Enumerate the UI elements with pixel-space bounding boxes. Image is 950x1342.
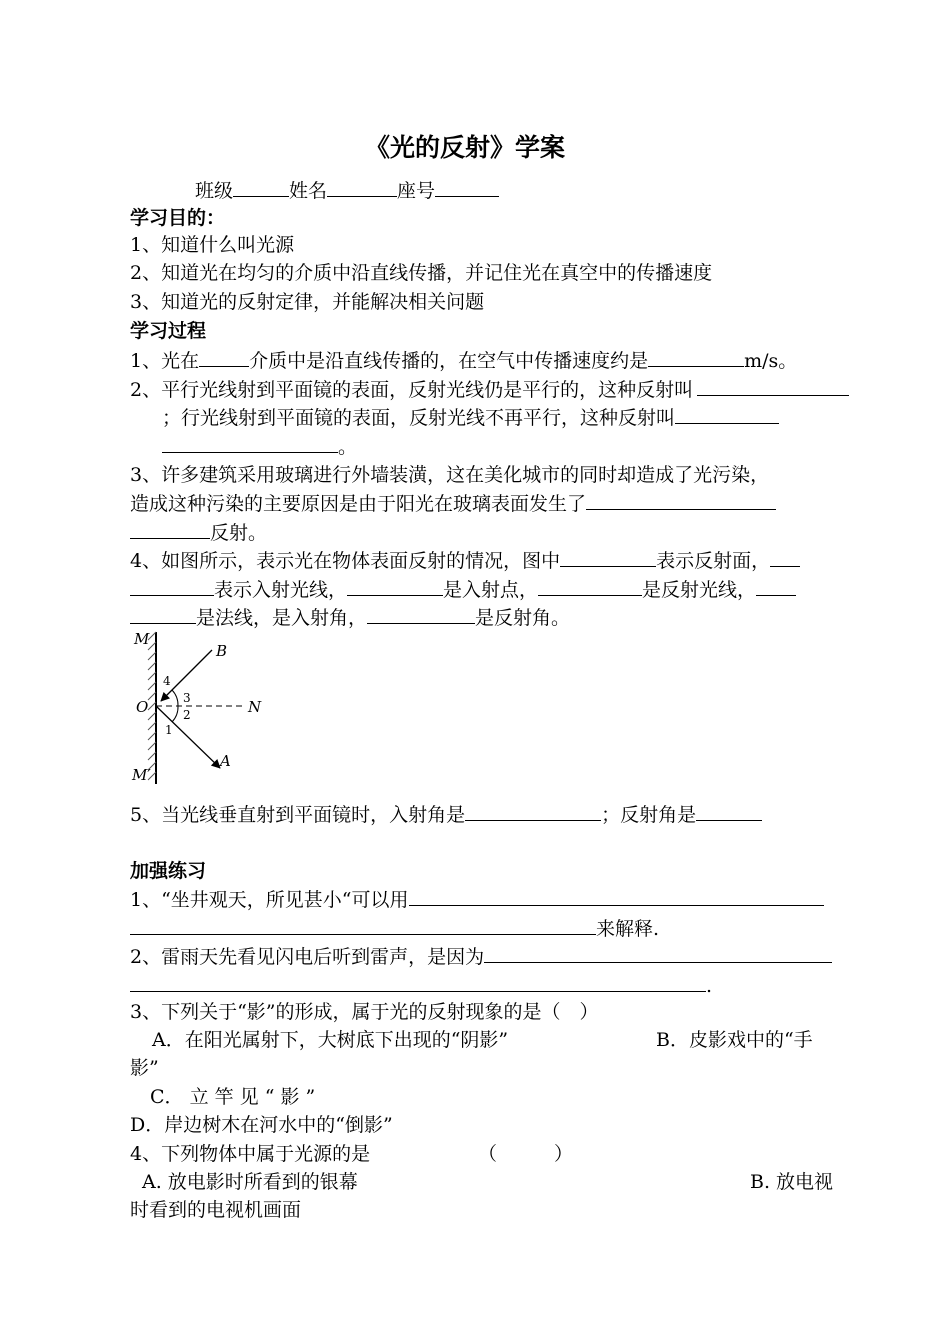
question-2-line-2: ；行光线射到平面镜的表面，反射光线不再平行，这种反射叫 [162,403,779,432]
mirror-hatching [148,632,156,780]
goal-item: 1、知道什么叫光源 [130,234,295,256]
practice-heading: 加强练习 [130,860,207,882]
practice-4-answer-paren[interactable]: （ ） [478,1143,574,1165]
practice-3-option-d[interactable]: D．岸边树木在河水中的“倒影” [130,1114,393,1136]
answer-blank[interactable] [130,603,196,624]
answer-blank[interactable] [130,971,706,992]
practice-4-stem: 4、下列物体中属于光源的是 [130,1143,371,1165]
goal-item: 2、知道光在均匀的介质中沿直线传播，并记住光在真空中的传播速度 [130,262,713,284]
practice-3-option-b[interactable]: B．皮影戏中的“手 [656,1029,813,1051]
practice-3-option-a[interactable]: A．在阳光属射下，大树底下出现的“阴影” [152,1029,509,1051]
question-4-line-1: 4、如图所示，表示光在物体表面反射的情况，图中 表示反射面， [130,546,800,575]
label-N: N [248,698,262,716]
angle-label-1: 1 [165,723,173,737]
answer-blank[interactable] [130,914,596,935]
answer-blank[interactable] [675,403,779,424]
question-3-line-1: 3、许多建筑采用玻璃进行外墙装潢，这在美化城市的同时却造成了光污染， [130,464,770,486]
question-4-line-2: 表示入射光线， 是入射点， 是反射光线， [130,575,796,604]
answer-blank[interactable] [560,546,656,567]
class-label: 班级 [195,180,234,202]
question-4-line-3: 是法线，是入射角， 是反射角。 [130,603,570,632]
practice-1-line-1: 1、“坐井观天，所见甚小“可以用 [130,885,824,914]
question-3-line-2: 造成这种污染的主要原因是由于阳光在玻璃表面发生了 [130,489,776,518]
angle-label-2: 2 [183,708,191,722]
practice-3-stem: 3、下列关于“影”的形成，属于光的反射现象的是（ ） [130,1001,599,1023]
practice-4-option-b[interactable]: B. 放电视 [750,1171,834,1193]
seat-label: 座号 [397,180,436,202]
goals-heading: 学习目的： [130,207,226,229]
label-B: B [216,642,228,660]
seat-blank[interactable] [435,176,499,197]
practice-2-line-1: 2、雷雨天先看见闪电后听到雷声，是因为 [130,942,832,971]
answer-blank[interactable] [162,432,338,453]
question-1: 1、光在 介质中是沿直线传播的，在空气中传播速度约是 m/s。 [130,346,797,375]
question-3-line-3: 反射。 [130,518,267,547]
angle-label-4: 4 [163,674,171,688]
student-info-line [195,176,499,205]
angle-arc-upper [172,690,178,706]
angle-arc-lower [172,706,178,722]
page-title: 《光的反射》学案 [364,133,565,162]
practice-1-line-2: 来解释. [130,914,659,943]
question-2-line-1: 2、平行光线射到平面镜的表面，反射光线仍是平行的，这种反射叫 [130,375,849,404]
answer-blank[interactable] [130,575,214,596]
label-M-prime: M′ [132,766,151,784]
answer-blank[interactable] [465,800,601,821]
answer-blank[interactable] [347,575,443,596]
label-A: A [220,752,231,770]
question-2-line-3: 。 [162,432,357,461]
process-heading: 学习过程 [130,320,207,342]
answer-blank[interactable] [409,885,824,906]
answer-blank[interactable] [538,575,642,596]
question-5: 5、当光线垂直射到平面镜时，入射角是 ；反射角是 [130,800,762,829]
answer-blank[interactable] [756,575,796,596]
answer-blank[interactable] [648,346,744,367]
answer-blank[interactable] [696,800,762,821]
answer-blank[interactable] [484,942,832,963]
answer-blank[interactable] [130,518,210,539]
label-O: O [136,698,149,716]
practice-3-option-c[interactable]: C． 立 竿 见 “ 影 ” [150,1086,316,1108]
practice-2-line-2: . [130,971,712,1000]
answer-blank[interactable] [199,346,249,367]
name-label: 姓名 [289,180,328,202]
class-blank[interactable] [233,176,289,197]
practice-4-option-a[interactable]: A. 放电影时所看到的银幕 [142,1171,358,1193]
reflection-diagram [128,628,278,794]
angle-label-3: 3 [183,691,191,705]
goal-item: 3、知道光的反射定律，并能解决相关问题 [130,291,485,313]
label-M: M [134,630,150,648]
name-blank[interactable] [327,176,397,197]
practice-3-option-b-cont: 影” [130,1057,159,1079]
practice-4-option-b-cont: 时看到的电视机画面 [130,1199,302,1221]
answer-blank[interactable] [770,546,800,567]
answer-blank[interactable] [586,489,776,510]
answer-blank[interactable] [697,375,849,396]
answer-blank[interactable] [367,603,475,624]
